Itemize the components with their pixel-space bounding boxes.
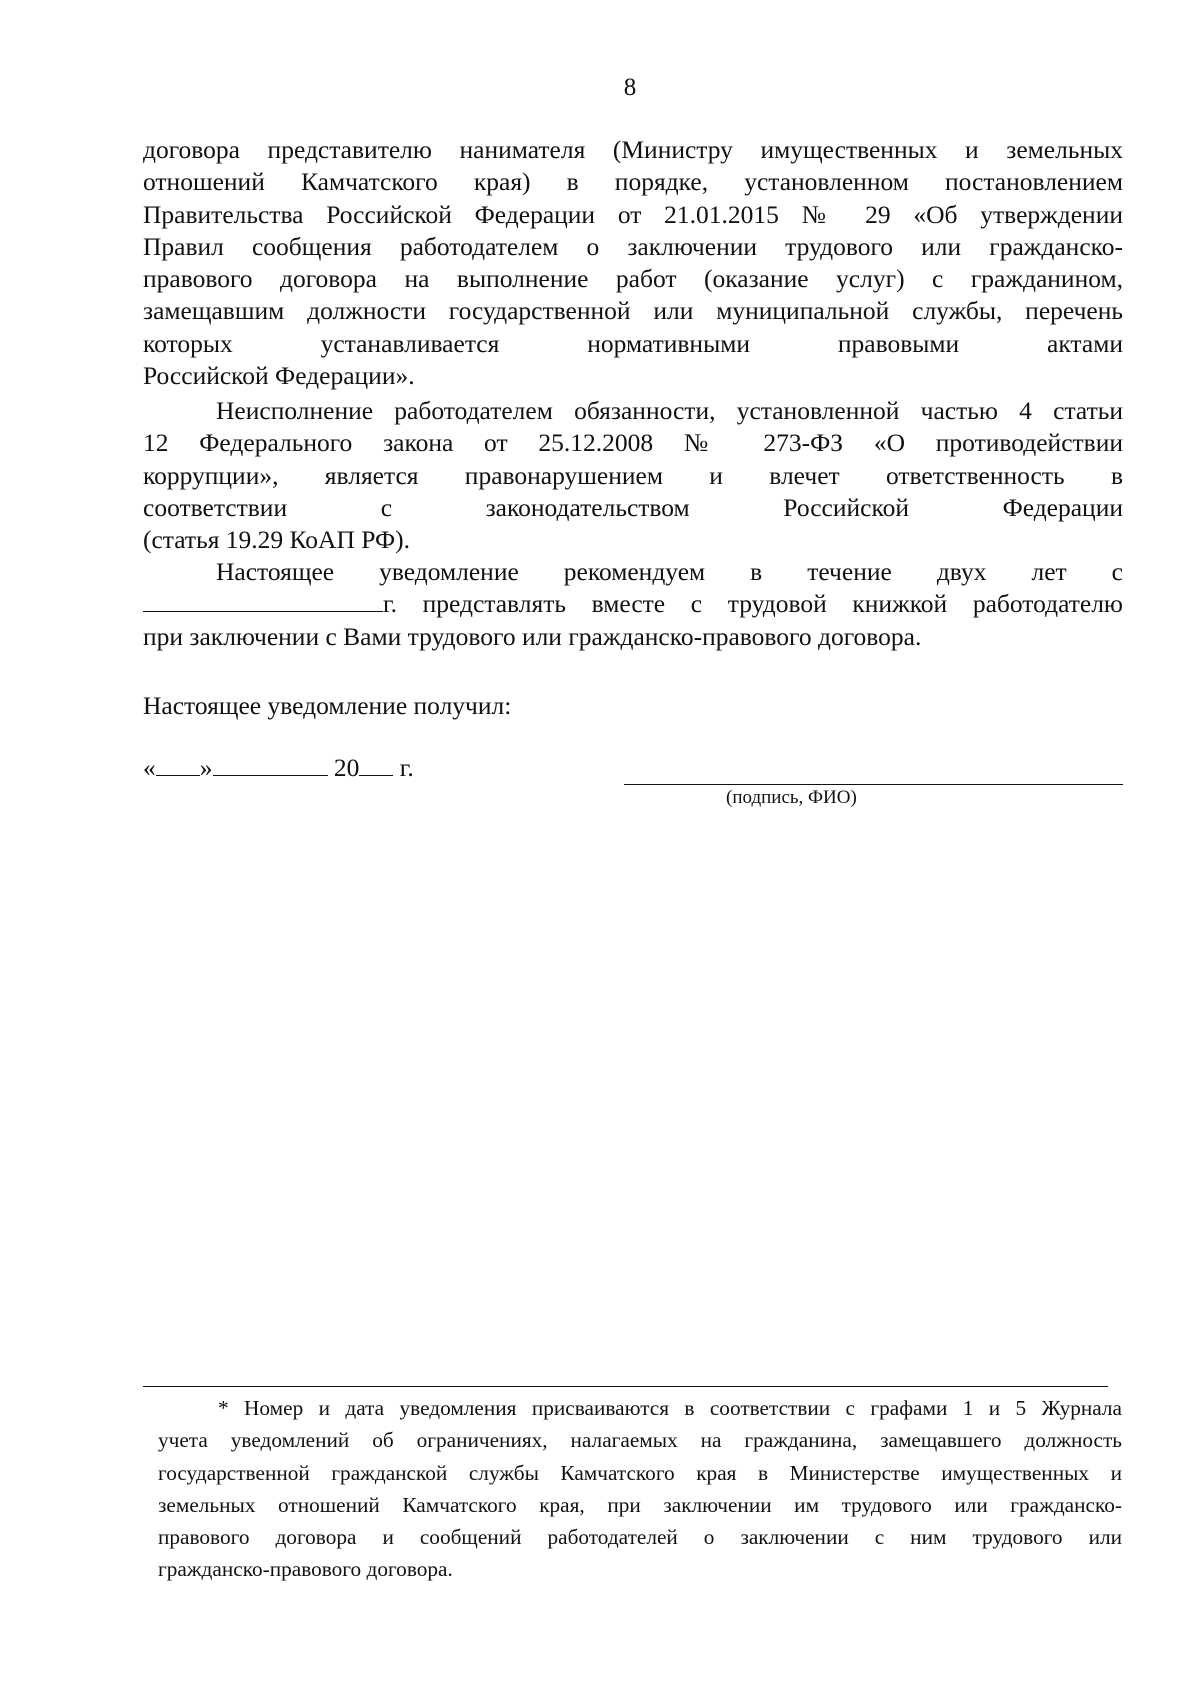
page-number: 8 [623, 74, 637, 101]
text-line: соответствии с законодательством Российской Федерации [143, 492, 1123, 522]
text-line: при заключении с Вами трудового или гражданско-правового договора. [143, 621, 922, 651]
text-line: (статья 19.29 КоАП РФ). [143, 525, 411, 555]
footnote-line: государственной гражданской службы Камчатского края в Министерстве имущественных и [158, 1460, 1122, 1485]
text-line-with-blank [143, 588, 1123, 620]
text-line: правового договора на выполнение работ (оказание услуг) с гражданином, [143, 264, 1123, 294]
text-line: Неисполнение работодателем обязанности, установленной частью 4 статьи [216, 396, 1123, 425]
paragraph-contract-notification [143, 134, 1123, 392]
text-line: Правительства Российской Федерации от 21.01.2015 № 29 «Об утверждении [143, 199, 1123, 229]
footnote-line: правового договора и сообщений работодателей о заключении с ним трудового или [158, 1525, 1122, 1550]
text-line: Настоящее уведомление рекомендуем в течение двух лет с [216, 557, 1123, 586]
text-line: замещавшим должности государственной или муниципальной службы, перечень [143, 296, 1123, 326]
signature-line[interactable] [624, 784, 1123, 785]
text-line: договора представителю нанимателя (Министру имущественных и земельных [143, 135, 1123, 164]
day-blank-field[interactable] [156, 753, 200, 776]
footnote-line: * Номер и дата уведомления присваиваются в соответствии с графами 1 и 5 Журнала [218, 1396, 1122, 1420]
footnote-line: гражданско-правового договора. [158, 1557, 453, 1582]
received-label: Настоящее уведомление получил: [143, 691, 512, 720]
year-suffix: г. [399, 753, 414, 782]
paragraph-recommendation [143, 556, 1123, 653]
footnote-line: земельных отношений Камчатского края, при заключении им трудового или гражданско- [158, 1492, 1122, 1517]
paragraph-liability [143, 395, 1123, 556]
text-line: 12 Федерального закона от 25.12.2008 № 273-ФЗ «О противодействии [143, 428, 1123, 458]
text-line: коррупции», является правонарушением и влечет ответственность в [143, 460, 1123, 490]
year-blank-field[interactable] [359, 753, 393, 776]
date-blank-field[interactable] [143, 589, 383, 612]
close-quote: » [199, 753, 213, 782]
text-line: Правил сообщения работодателем о заключении трудового или гражданско- [143, 231, 1123, 261]
text-line: которых устанавливается нормативными правовыми актами [143, 328, 1123, 358]
month-blank-field[interactable] [213, 753, 328, 776]
text-line: Российской Федерации». [143, 361, 415, 391]
text-fragment: г. представлять вместе с трудовой книжкой работодателю [383, 589, 1123, 619]
footnote [158, 1392, 1122, 1586]
text-line: отношений Камчатского края) в порядке, установленном постановлением [143, 167, 1123, 197]
received-date-row [143, 753, 414, 783]
signature-caption: (подпись, ФИО) [726, 787, 857, 808]
footnote-divider [143, 1386, 1108, 1387]
footnote-line: учета уведомлений об ограничениях, налагаемых на гражданина, замещавшего должность [158, 1428, 1122, 1453]
open-quote: « [143, 753, 156, 782]
year-prefix: 20 [333, 753, 360, 782]
